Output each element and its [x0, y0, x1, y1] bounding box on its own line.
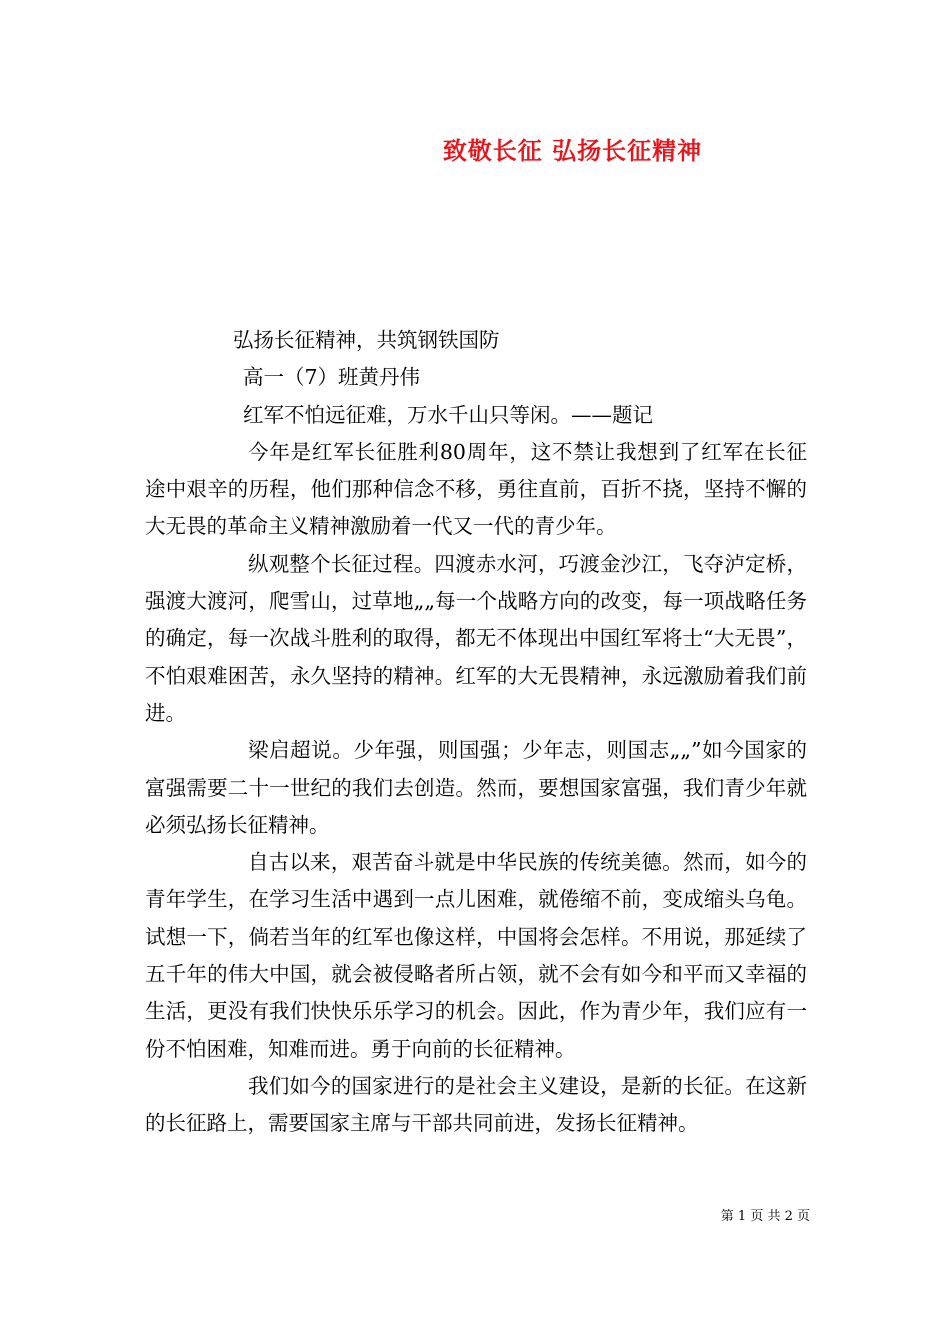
paragraph-1: 今年是红军长征胜利80周年，这不禁让我想到了红军在长征途中艰辛的历程，他们那种信念不移，勇往直前，百折不挠，坚持不懈的大无畏的革命主义精神激励着一代又一代的青少年。 [145, 439, 807, 539]
epigraph: 红军不怕远征难，万水千山只等闲。——题记 [243, 402, 653, 427]
document-subtitle: 弘扬长征精神，共筑钢铁国防 [233, 328, 500, 352]
document-body [145, 322, 807, 1143]
page-number-footer: 第 1 页 共 2 页 [720, 1209, 810, 1224]
document-title: 致敬长征 弘扬长征精神 [442, 136, 703, 165]
paragraph-5: 我们如今的国家进行的是社会主义建设，是新的长征。在这新的长征路上，需要国家主席与干部共同前进，发扬长征精神。 [145, 1073, 807, 1136]
author-line: 高一（7）班黄丹伟 [243, 365, 421, 390]
paragraph-3: 梁启超说。少年强，则国强；少年志，则国志„„”如今国家的富强需要二十一世纪的我们去创造。然而，要想国家富强，我们青少年就必须弘扬长征精神。 [145, 738, 807, 837]
paragraph-2: 纵观整个长征过程。四渡赤水河，巧渡金沙江，飞夺泸定桥，强渡大渡河，爬雪山，过草地„„每一个战略方向的改变，每一项战略任务的确定，每一次战斗胜利的取得，都无不体现出中国红军将士“大无畏”，不怕艰难困苦，永久坚持的精神。红军的大无畏精神，永远激励着我们前进。 [145, 551, 807, 725]
paragraph-4: 自古以来，艰苦奋斗就是中华民族的传统美德。然而，如今的青年学生，在学习生活中遇到一点儿困难，就倦缩不前，变成缩头乌龟。试想一下，倘若当年的红军也像这样，中国将会怎样。不用说，那延续了五千年的伟大中国，就会被侵略者所占领，就不会有如今和平而又幸福的生活，更没有我们快快乐乐学习的机会。因此，作为青少年，我们应有一份不怕困难，知难而进。勇于向前的长征精神。 [145, 850, 807, 1061]
